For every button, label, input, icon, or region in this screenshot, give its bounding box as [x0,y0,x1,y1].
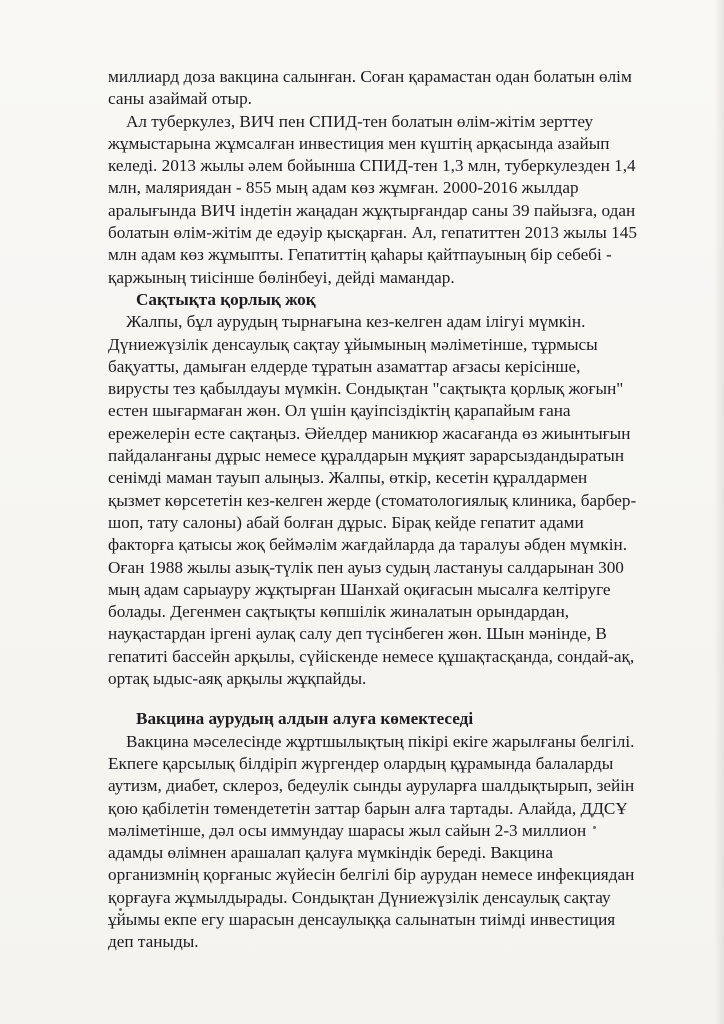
text-line: болатын өлім-жітім де едәуір қысқарған. Ал, гепатиттен 2013 жылы 145 [108,223,637,243]
paragraph-gap [108,690,694,708]
text-line: бақуатты, дамыған елдерде тұратын азаматтар ағзасы керісінше, [108,356,581,376]
document-body [108,66,694,954]
text-line: Екпеге қарсылық білдіріп жүргендер олардың құрамында балаларды [108,753,614,773]
scan-shadow-edge [714,0,724,1024]
text-line: шоп, тату салоны) абай болған дұрыс. Бірақ кейде гепатит адами [108,512,584,532]
text-line: аутизм, диабет, склероз, бедеулік сынды ауруларға шалдықтырып, зейін [108,776,635,796]
text-line: ұйымы екпе егу шарасын денсаулыққа салынатын тиімді инвестиция [108,909,616,929]
section-heading: Вакцина аурудың алдын алуға көмектеседі [136,709,474,729]
text-line: гепатиті бассейн арқылы, сүйіскенде немесе құшақтасқанда, сондай-ақ, [108,646,635,666]
text-line: саны азаймай отыр. [108,89,252,109]
text-line: жұмыстарына жұмсалған инвестиция мен күштің арқасында азайып [108,133,610,153]
text-line: Жалпы, бұл аурудың тырнағына кез-келген адам ілігуі мүмкін. [126,312,586,332]
text-line: Оған 1988 жылы азық-түлік пен ауыз судың ластануы салдарынан 300 [108,557,624,577]
text-line: қою қабілетін төмендететін заттар барын алға тартады. Алайда, ДДСҰ [108,798,628,818]
text-line: Дүниежүзілік денсаулық сақтау ұйымының мәліметінше, тұрмысы [108,334,598,354]
text-line: сенімді маман тауып алыңыз. Жалпы, өткір, кесетін құралдармен [108,468,588,488]
text-line: ортақ ыдыс-аяқ арқылы жұқпайды. [108,669,367,689]
text-line: деп таныды. [108,932,199,952]
text-line: ережелерін есте сақтаңыз. Әйелдер маникюр жасағанда өз жиынтығын [108,423,631,443]
text-line: миллиард доза вакцина салынған. Соған қарамастан одан болатын өлім [108,67,632,86]
text-line: естен шығармаған жөн. Ол үшін қауіпсіздіктің қарапайым ғана [108,401,571,421]
text-line: адамды өлімнен арашалап қалуға мүмкіндік береді. Вакцина [108,843,553,863]
section-heading: Сақтықта қорлық жоқ [136,289,316,309]
text-line: Вакцина мәселесінде жұртшылықтың пікірі екіге жарылғаны белгілі. [126,731,635,751]
text-line: қорғауға жұмылдырады. Сондықтан Дүниежүзілік денсаулық сақтау [108,887,611,907]
text-line: факторға қатысы жоқ беймәлім жағдайларда да таралуы әбден мүмкін. [108,535,628,555]
text-line: млн адам көз жұмыпты. Гепатиттің қаһары қайтпауының бір себебі - [108,245,612,265]
text-line: Ал туберкулез, ВИЧ пен СПИД-тен болатын өлім-жітім зерттеу [126,111,594,131]
text-line: пайдаланғаны дұрыс немесе құралдарын мұқият зарарсыздандыратын [108,446,625,466]
text-line: вирусты тез қабылдауы мүмкін. Сондықтан "сақтықта қорлық жоғын" [108,379,624,399]
text-line: млн, маляриядан - 855 мың адам көз жұмған. 2000-2016 жылдар [108,178,579,198]
text-line: аралығында ВИЧ індетін жаңадан жұқтырғандар саны 39 пайызға, одан [108,200,636,220]
text-line: организмнің қорғаныс жүйесін белгілі бір аурудан немесе инфекциядан [108,865,635,885]
text-line: мың адам сарыауру жұқтырған Шанхай оқиғасын мысалға келтіруге [108,579,611,599]
text-line: қызмет көрсететін кез-келген жерде (стоматологиялық клиника, барбер- [108,490,637,510]
text-line: келеді. 2013 жылы әлем бойынша СПИД-тен 1,3 млн, туберкулезден 1,4 [108,156,636,176]
text-line: мәліметінше, дәл осы иммундау шарасы жыл сайын 2-3 миллион [108,820,587,840]
text-line: науқастардан іргені аулақ салу деп түсінбеген жөн. Шын мәнінде, В [108,624,607,644]
text-line: болады. Дегенмен сақтықты көпшілік жиналатын орындардан, [108,602,570,622]
text-line: қаржының тиісінше бөлінбеуі, дейді мамандар. [108,267,455,287]
